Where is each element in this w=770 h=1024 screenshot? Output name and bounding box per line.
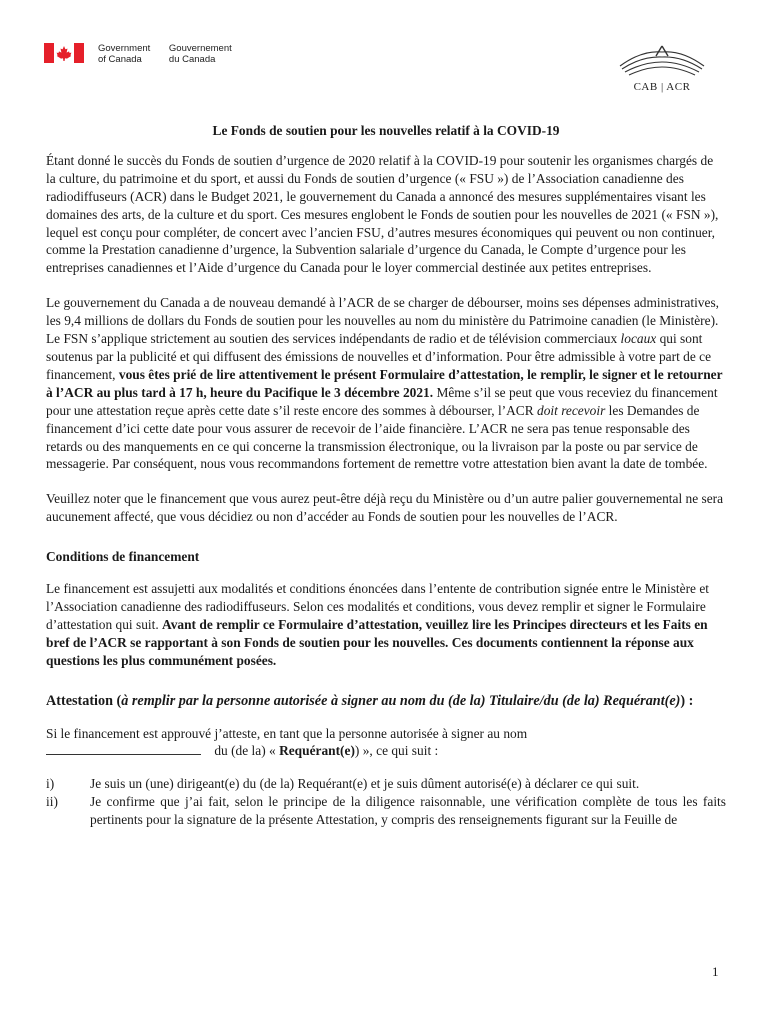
attestation-heading	[46, 692, 726, 711]
list-item-text: Je confirme que j’ai fait, selon le principe de la diligence raisonnable, une vérification complète de tous les faits pertinents pour la signature de la présente Attestation, y compris des renseignements figurant sur la Feuille de	[90, 794, 726, 828]
deadline-bold-run: vous êtes prié de lire attentivement le présent Formulaire d’attestation, le remplir, le signer et le retourner à l’ACR au plus tard à 17 h, heure du Pacifique le 3 décembre 2021.	[46, 366, 723, 400]
gov-en-line1: Government	[98, 43, 151, 54]
italic-run: doit recevoir	[537, 402, 606, 418]
text-run: les Demandes de financement d’ici cette date pour vous assurer de recevoir de l’aide financière. L’ACR ne sera pas tenue responsable des retards ou des manquements en ce qui concerne la transmission électronique, ou la livraison par la poste ou par service de messagerie. Par conséquent, nous vous recommandons fortement de remettre votre attestation bien avant la date de tombée.	[46, 402, 708, 472]
text-run: qui sont soutenus par la publicité et qui diffusent des émissions de nouvelles et d’information. Pour être admissible à votre part de ce financement,	[46, 331, 712, 382]
text-run: ) », ce qui suit :	[354, 743, 439, 759]
canada-flag-icon	[44, 43, 84, 63]
intro-paragraph: Étant donné le succès du Fonds de soutien d’urgence de 2020 relatif à la COVID-19 pour soutenir les organismes chargés de la culture, du patrimoine et du sport, et aussi du Fonds de soutien d’urgence (« FSU ») de l’Association canadienne des radiodiffuseurs (ACR) dans le Budget 2021, le gouvernement du Canada a annoncé des mesures supplémentaires visant les domaines des arts, de la culture et du sport. Ces mesures englobent le Fonds de soutien pour les nouvelles de 2021 (« FSN »), lequel est conçu pour compléter, de concert avec l’ancien FSU, d’autres mesures économiques qui peuvent ou non continuer, comme la Prestation canadienne d’urgence, la Subvention salariale d’urgence du Canada, le Compte d’urgence pour les entreprises canadiennes et l’Aide d’urgence du Canada pour le loyer commercial destinée aux petites entreprises.	[46, 152, 719, 276]
text-run: Le gouvernement du Canada a de nouveau demandé à l’ACR de se charger de débourser, moins ses dépenses administratives, les 9,4 millions de dollars du Fonds de soutien pour les nouvelles au nom du ministère du Patrimoine canadien (le Ministère). Le FSN s’applique strictement au soutien des services indépendants de radio et de télévision commerciaux	[46, 295, 719, 347]
text-run: Même s’il se peut que vous receviez du financement pour une attestation reçue après cette date s’il reste encore des sommes à débourser, l’ACR	[46, 384, 718, 418]
attestation-statement	[46, 725, 726, 761]
text-run: Le financement est assujetti aux modalités et conditions énoncées dans l’entente de contribution signée entre le Ministère et l’Association canadienne des radiodiffuseurs. Selon ces modalités et conditions, vous devez remplir et signer le Formulaire d’attestation qui suit.	[46, 581, 709, 632]
cab-acr-logo	[612, 44, 712, 93]
list-item-text: Je suis un (une) dirigeant(e) du (de la) Requérant(e) et je suis dûment autorisé(e) à déclarer ce qui suit.	[90, 776, 640, 792]
list-item	[46, 775, 726, 793]
attestation-italic: à remplir par la personne autorisée à signer au nom du (de la) Titulaire/du (de la) Requérant(e)	[121, 692, 681, 709]
attestation-line1: Si le financement est approuvé j’atteste, en tant que la personne autorisée à signer au nom	[46, 725, 528, 741]
gov-fr-line2: du Canada	[168, 54, 216, 65]
government-of-canada-logo	[44, 43, 248, 65]
conditions-paragraph	[46, 580, 726, 670]
italic-run: locaux	[620, 331, 657, 347]
acr-mandate-paragraph	[46, 294, 726, 473]
list-item-number: ii)	[46, 794, 58, 810]
bold-run: Avant de remplir ce Formulaire d’attestation, veuillez lire les Principes directeurs et les Faits en bref de l’ACR se rapportant à son Fonds de soutien pour les nouvelles. Ces documents contiennent la réponse aux questions les plus communément posées.	[46, 616, 708, 668]
gov-en-line2: of Canada	[98, 54, 142, 65]
document-body	[46, 122, 726, 829]
list-item	[46, 793, 726, 829]
attestation-list	[46, 775, 726, 829]
page-number: 1	[712, 964, 719, 979]
attestation-end: ) :	[680, 692, 694, 709]
funding-note-paragraph: Veuillez noter que le financement que vous aurez peut-être déjà reçu du Ministère ou d’un autre palier gouvernemental ne sera aucunement affecté, que vous décidiez ou non d’accéder au Fonds de soutien pour les nouvelles de l’ACR.	[46, 491, 724, 525]
text-run: du (de la) «	[214, 743, 280, 759]
applicant-name-blank[interactable]	[46, 742, 201, 755]
attestation-label: Attestation (	[46, 692, 122, 709]
applicant-bold: Requérant(e)	[279, 743, 355, 759]
cab-mountain-logo-icon	[612, 44, 712, 78]
attestation-line2	[46, 742, 726, 760]
gov-fr-line1: Gouvernement	[168, 43, 232, 54]
page-title: Le Fonds de soutien pour les nouvelles relatif à la COVID-19	[212, 123, 560, 138]
list-item-number: i)	[46, 776, 55, 792]
cab-acr-logo-text: CAB | ACR	[633, 81, 691, 93]
conditions-heading: Conditions de financement	[46, 549, 200, 565]
